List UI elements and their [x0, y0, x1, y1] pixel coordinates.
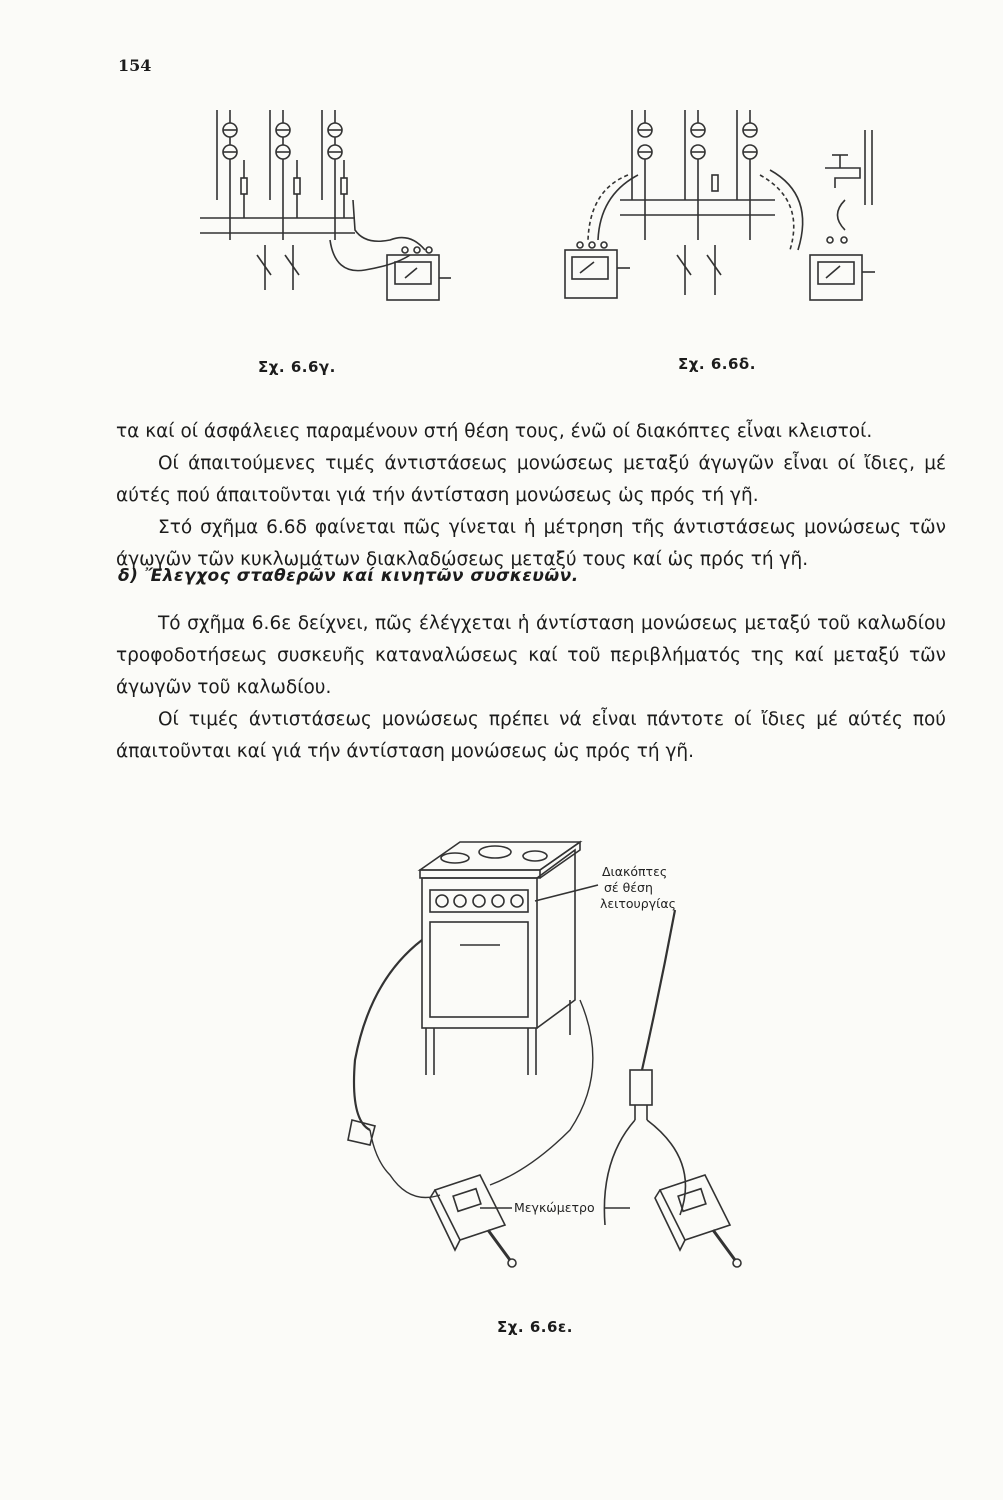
- fuse-column-3: [322, 110, 347, 240]
- caption-6-6-gamma: Σχ. 6.6γ.: [258, 358, 336, 376]
- page-number: 154: [118, 56, 152, 75]
- figure-6-6-gamma: [195, 100, 475, 310]
- megger-left: [430, 1175, 516, 1267]
- switches-label-line3: λειτουργίας: [600, 896, 676, 911]
- switches-label-line1: Διακόπτες: [602, 864, 668, 879]
- caption-6-6-delta: Σχ. 6.6δ.: [678, 355, 756, 373]
- megger-label: Μεγκώμετρο: [514, 1200, 595, 1215]
- fuse-column-1: [632, 110, 652, 240]
- body-text-top: [116, 416, 946, 576]
- fuse-column-3: [737, 110, 757, 240]
- paragraph: τα καί οί άσφάλειες παραμένουν στή θέση τους, ένῶ οί διακόπτες εἶναι κλειστοί.: [116, 421, 873, 442]
- paragraph: Οί άπαιτούμενες τιμές άντιστάσεως μονώσεως μεταξύ άγωγῶν εἶναι οί ἴδιες, μέ αύτές πού άπαιτοῦνται γιά τήν άντίσταση μονώσεως ὡς πρός τή γῆ.: [116, 453, 946, 506]
- switches-label-line2: σέ θέση: [604, 880, 653, 895]
- paragraph: Οί τιμές άντιστάσεως μονώσεως πρέπει νά εἶναι πάντοτε οί ἴδιες μέ αύτές πού άπαιτοῦνται καί γιά τήν άντίσταση μονώσεως ὡς πρός τή γῆ.: [116, 709, 946, 762]
- fuse-column-1: [217, 110, 247, 240]
- figure-6-6-epsilon: [330, 830, 750, 1290]
- figure-6-6-delta: [560, 100, 900, 310]
- section-heading: δ) Ἔλεγχος σταθερῶν καί κινητῶν συσκευῶν.: [118, 566, 579, 586]
- paragraph: Στό σχῆμα 6.6δ φαίνεται πῶς γίνεται ἡ μέτρηση τῆς άντιστάσεως μονώσεως τῶν άγωγῶν τῶν κυκλωμάτων διακλαδώσεως μεταξύ τους καί ὡς πρός τή γῆ.: [116, 517, 946, 570]
- megger-right: [655, 1175, 741, 1267]
- fuse-column-2: [685, 110, 718, 240]
- paragraph: Τό σχῆμα 6.6ε δείχνει, πῶς έλέγχεται ἡ άντίσταση μονώσεως μεταξύ τοῦ καλωδίου τροφοδοτήσεως συσκευῆς καταναλώσεως καί τοῦ περιβλήματός της καί μεταξύ τῶν άγωγῶν τοῦ καλωδίου.: [116, 613, 946, 698]
- stove-illustration: [420, 842, 580, 1075]
- fuse-column-2: [270, 110, 300, 240]
- body-text-bottom: [116, 608, 946, 768]
- caption-6-6-epsilon: Σχ. 6.6ε.: [497, 1318, 573, 1336]
